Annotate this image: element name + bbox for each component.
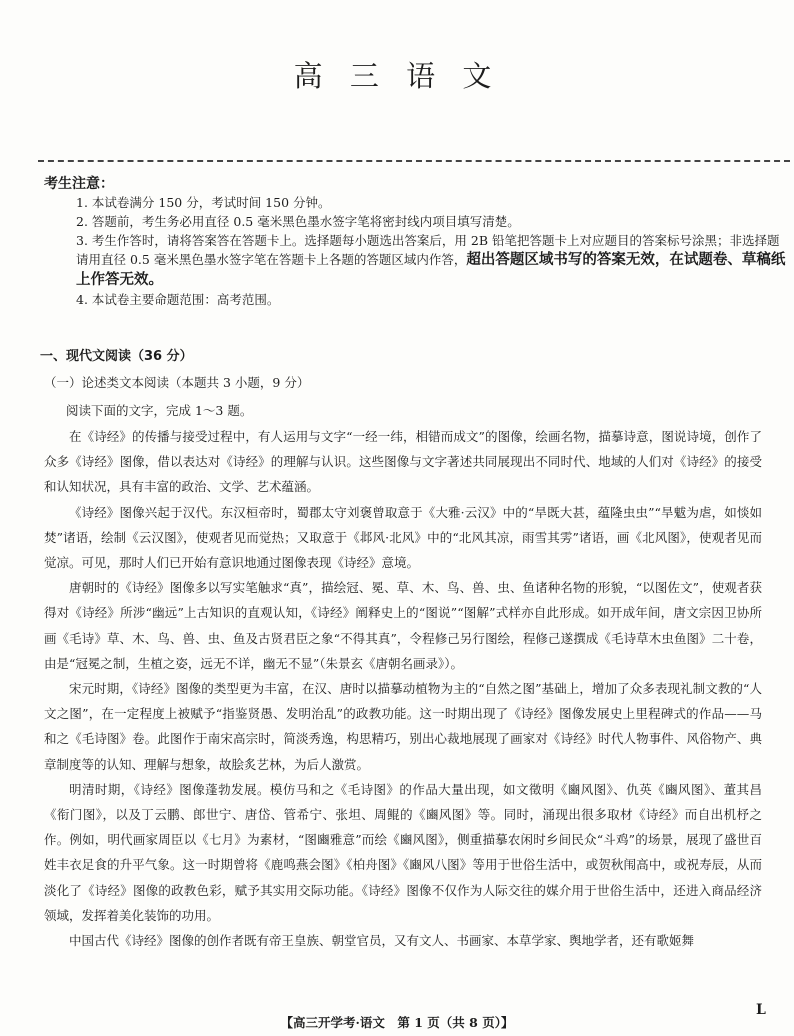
notice-item-3-emphasis: 超出答题区域书写的答案无效，在试题卷、草稿纸上作答无效。 — [76, 252, 786, 288]
reading-instruction: 阅读下面的文字，完成 1～3 题。 — [66, 403, 253, 418]
page-title: 高 三 语 文 — [293, 59, 501, 93]
page-footer: 【高三开学考·语文 第 1 页（共 8 页）】 — [280, 1015, 514, 1030]
notice-item-3-text: 3. 考生作答时，请将答案答在答题卡上。选择题每小题选出答案后，用 2B 铅笔把答题卡上对应题目的答案标号涂黑；非选择题请用直径 0.5 毫米黑色墨水签字笔在答题卡上各题的答题区域内作答， — [76, 233, 780, 267]
corner-mark: L — [756, 1002, 766, 1018]
notice-item-1: 1. 本试卷满分 150 分，考试时间 150 分钟。 — [76, 195, 331, 210]
paragraph-1: 在《诗经》的传播与接受过程中，有人运用与文字“一经一纬，相错而成文”的图像，绘画名物，描摹诗意，图说诗境，创作了众多《诗经》图像，借以表达对《诗经》的理解与认识。这些图像与文字著述共同展现出不同时代、地域的人们对《诗经》的接受和认知状况，具有丰富的政治、文学、艺术蕴涵。 — [44, 429, 762, 495]
notice-item-4: 4. 本试卷主要命题范围：高考范围。 — [76, 292, 280, 307]
subsection-heading: （一）论述类文本阅读（本题共 3 小题，9 分） — [44, 375, 310, 390]
notice-heading: 考生注意： — [44, 176, 114, 192]
paragraph-4: 宋元时期，《诗经》图像的类型更为丰富，在汉、唐时以描摹动植物为主的“自然之图”基础上，增加了众多表现礼制文教的“人文之图”，在一定程度上被赋予“指鉴贤愚、发明治乱”的政教功能。这一时期出现了《诗经》图像发展史上里程碑式的作品——马和之《毛诗图》卷。此图作于南宋高宗时，简淡秀逸，构思精巧，别出心裁地展现了画家对《诗经》时代人物事件、风俗物产、典章制度等的认知、理解与想象，故脍炙艺林，为后人激赏。 — [44, 681, 762, 772]
paragraph-2: 《诗经》图像兴起于汉代。东汉桓帝时，蜀郡太守刘褒曾取意于《大雅·云汉》中的“旱既大甚，蕴隆虫虫”“旱魃为虐，如惔如焚”诸语，绘制《云汉图》，使观者见而觉热；又取意于《邶风·北风》中的“北风其凉，雨雪其雱”诸语，画《北风图》，使观者见而觉凉。可见，那时人们已开始有意识地通过图像表现《诗经》意境。 — [44, 504, 762, 571]
seal-line-divider — [38, 160, 790, 162]
reading-passage — [44, 424, 762, 953]
paragraph-5: 明清时期，《诗经》图像蓬勃发展。模仿马和之《毛诗图》的作品大量出现，如文徵明《豳风图》、仇英《豳风图》、董其昌《衔门图》，以及丁云鹏、郎世宁、唐岱、管希宁、张坦、周鲲的《豳风图》等。同时，涌现出很多取材《诗经》而自出机杼之作。例如，明代画家周臣以《七月》为素材，“图豳雅意”而绘《豳风图》，侧重描摹农闲时乡间民众“斗鸡”的场景，展现了盛世百姓丰衣足食的升平气象。这一时期曾将《鹿鸣燕会图》《柏舟图》《豳风八图》等用于世俗生活中，或贺秋闱高中，或祝寿辰，从而淡化了《诗经》图像的政教色彩，赋予其实用交际功能。《诗经》图像不仅作为人际交往的媒介用于世俗生活中，还进入商品经济领域，发挥着美化装饰的功用。 — [44, 781, 762, 923]
section-heading: 一、现代文阅读（36 分） — [40, 349, 193, 364]
notice-list — [76, 193, 788, 309]
notice-item-2: 2. 答题前，考生务必用直径 0.5 毫米黑色墨水签字笔将密封线内项目填写清楚。 — [76, 214, 520, 229]
notice-item-3 — [76, 231, 788, 290]
paragraph-6: 中国古代《诗经》图像的创作者既有帝王皇族、朝堂官员，又有文人、书画家、本草学家、舆地学者，还有歌姬舞 — [69, 933, 695, 949]
paragraph-3: 唐朝时的《诗经》图像多以写实笔触求“真”，描绘冠、冕、草、木、鸟、兽、虫、鱼诸种名物的形貌，“以图佐文”，使观者获得对《诗经》所涉“幽远”上古知识的直观认知，《诗经》阐释史上的“图说”“图解”式样亦自此形成。如开成年间，唐文宗因卫协所画《毛诗》草、木、鸟、兽、虫、鱼及古贤君臣之象“不得其真”，令程修己另行图绘，程修己遂撰成《毛诗草木虫鱼图》二十卷，由是“冠冕之制，生植之姿，远无不详，幽无不显”（朱景玄《唐朝名画录》）。 — [44, 580, 762, 671]
